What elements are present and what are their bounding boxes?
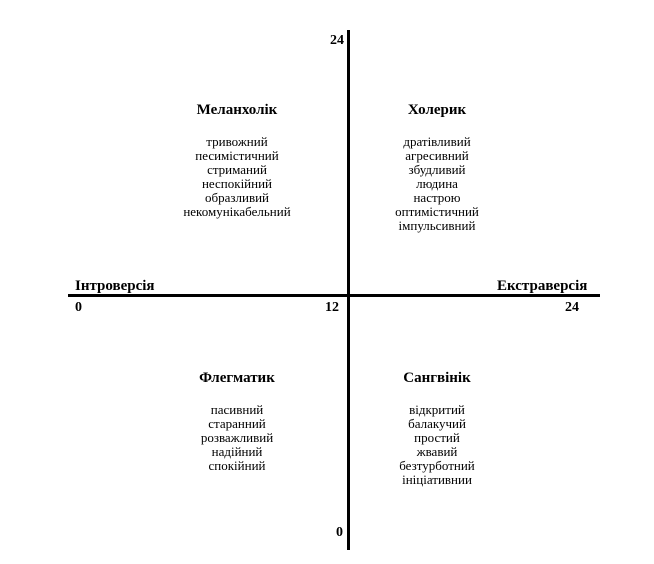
trait-item: людина [416, 176, 458, 191]
trait-item: оптимістичний [395, 204, 479, 219]
trait-item: спокійний [208, 458, 266, 473]
trait-item: дратівливий [403, 134, 471, 149]
quadrant-sanguine [337, 369, 537, 487]
trait-item: надійний [211, 444, 263, 459]
trait-list [137, 403, 337, 473]
quadrant-phlegmatic [137, 369, 337, 473]
quadrant-title: Флегматик [199, 370, 275, 386]
trait-item: некомунікабельний [183, 204, 291, 219]
trait-item: безтурботний [399, 458, 475, 473]
trait-item: жвавий [416, 444, 458, 459]
trait-item: балакучий [408, 416, 466, 431]
trait-item: розважливий [200, 430, 274, 445]
y-axis-max-label: 24 [330, 33, 344, 48]
horizontal-axis [68, 294, 600, 297]
trait-list [337, 403, 537, 487]
extraversion-label: Екстраверсія [497, 278, 588, 294]
trait-item: образливий [204, 190, 270, 205]
trait-item: відкритий [409, 402, 465, 417]
trait-item: стриманий [207, 162, 267, 177]
trait-item: старанний [208, 416, 266, 431]
x-axis-mid-label: 12 [325, 300, 339, 315]
introversion-label: Інтроверсія [75, 278, 155, 294]
trait-item: ініціативнии [402, 472, 472, 487]
y-axis-min-label: 0 [336, 525, 343, 540]
trait-item: тривожний [206, 134, 268, 149]
trait-item: імпульсивний [398, 218, 476, 233]
quadrant-title: Меланхолік [196, 102, 278, 118]
trait-list [337, 135, 537, 233]
trait-item: неспокійний [201, 176, 273, 191]
x-axis-min-label: 0 [75, 300, 82, 315]
trait-item: простий [414, 430, 460, 445]
quadrant-title: Сангвінік [403, 370, 471, 386]
quadrant-title: Холерик [407, 102, 467, 118]
trait-item: пасивний [210, 402, 264, 417]
quadrant-choleric [337, 101, 537, 233]
trait-item: настрою [413, 190, 461, 205]
quadrant-melancholic [137, 101, 337, 219]
trait-item: агресивний [405, 148, 469, 163]
trait-list [137, 135, 337, 219]
x-axis-max-label: 24 [565, 300, 579, 315]
trait-item: збудливий [408, 162, 466, 177]
trait-item: песимістичний [195, 148, 279, 163]
